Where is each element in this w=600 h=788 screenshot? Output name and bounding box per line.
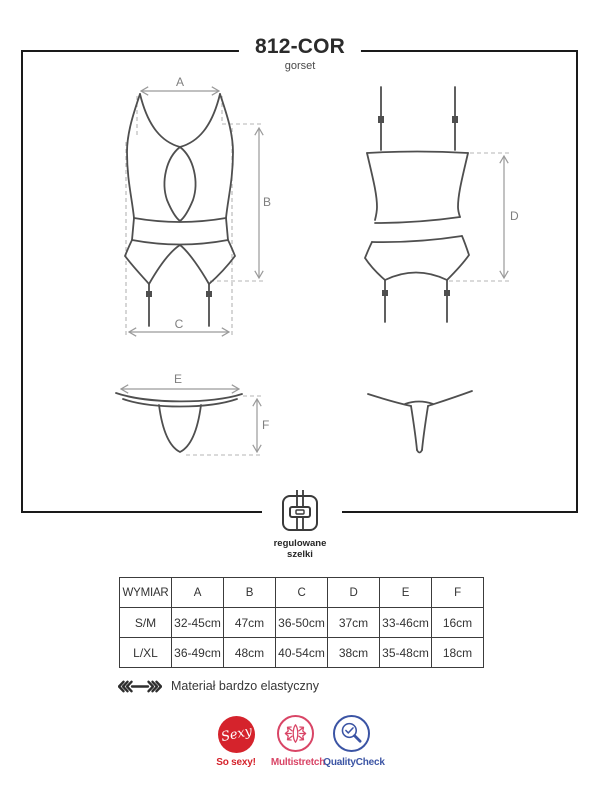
table-cell: 36-50cm [276, 608, 328, 638]
table-header-row [120, 578, 484, 608]
multistretch-badge-icon [277, 715, 314, 752]
table-header-cell: D [328, 578, 380, 608]
dim-label-f: F [262, 418, 270, 432]
qualitycheck-badge-label: QualityCheck [323, 757, 385, 768]
size-cell: S/M [120, 608, 172, 638]
table-row [120, 638, 484, 668]
strap-note [240, 538, 360, 560]
product-title-block [239, 35, 361, 72]
product-subtitle: gorset [284, 60, 316, 72]
dim-label-a: A [175, 75, 185, 89]
table-cell: 18cm [432, 638, 484, 668]
material-note-row [118, 679, 319, 693]
dim-label-e: E [173, 372, 183, 386]
table-cell: 47cm [224, 608, 276, 638]
product-title: 812-COR [254, 35, 346, 58]
dim-label-c: C [174, 317, 184, 331]
table-cell: 37cm [328, 608, 380, 638]
table-cell: 33-46cm [380, 608, 432, 638]
table-row [120, 608, 484, 638]
sexy-script-text: Sexy [219, 723, 254, 746]
stretch-arrows-icon [118, 680, 162, 693]
table-header-cell: B [224, 578, 276, 608]
table-cell: 32-45cm [172, 608, 224, 638]
strap-note-line1: regulowane [273, 538, 327, 549]
table-cell: 40-54cm [276, 638, 328, 668]
qualitycheck-badge-icon [333, 715, 370, 752]
dim-label-d: D [510, 209, 519, 223]
diagram-frame [21, 50, 578, 513]
table-header-cell: WYMIAR [120, 578, 172, 608]
so-sexy-badge-label: So sexy! [216, 757, 256, 768]
table-header-cell: C [276, 578, 328, 608]
table-cell: 48cm [224, 638, 276, 668]
table-cell: 16cm [432, 608, 484, 638]
table-cell: 38cm [328, 638, 380, 668]
so-sexy-badge-icon [218, 716, 255, 753]
material-note-text: Materiał bardzo elastyczny [171, 679, 319, 693]
table-cell: 36-49cm [172, 638, 224, 668]
table-header-cell: A [172, 578, 224, 608]
table-header-cell: E [380, 578, 432, 608]
size-cell: L/XL [120, 638, 172, 668]
dim-label-b: B [263, 195, 272, 209]
table-header-cell: F [432, 578, 484, 608]
size-table [119, 577, 484, 668]
stretch-burst-icon [280, 718, 311, 749]
strap-note-line2: szelki [287, 549, 313, 560]
multistretch-badge-label: Multistretch [270, 757, 326, 768]
table-cell: 35-48cm [380, 638, 432, 668]
magnifier-check-icon [336, 718, 367, 749]
